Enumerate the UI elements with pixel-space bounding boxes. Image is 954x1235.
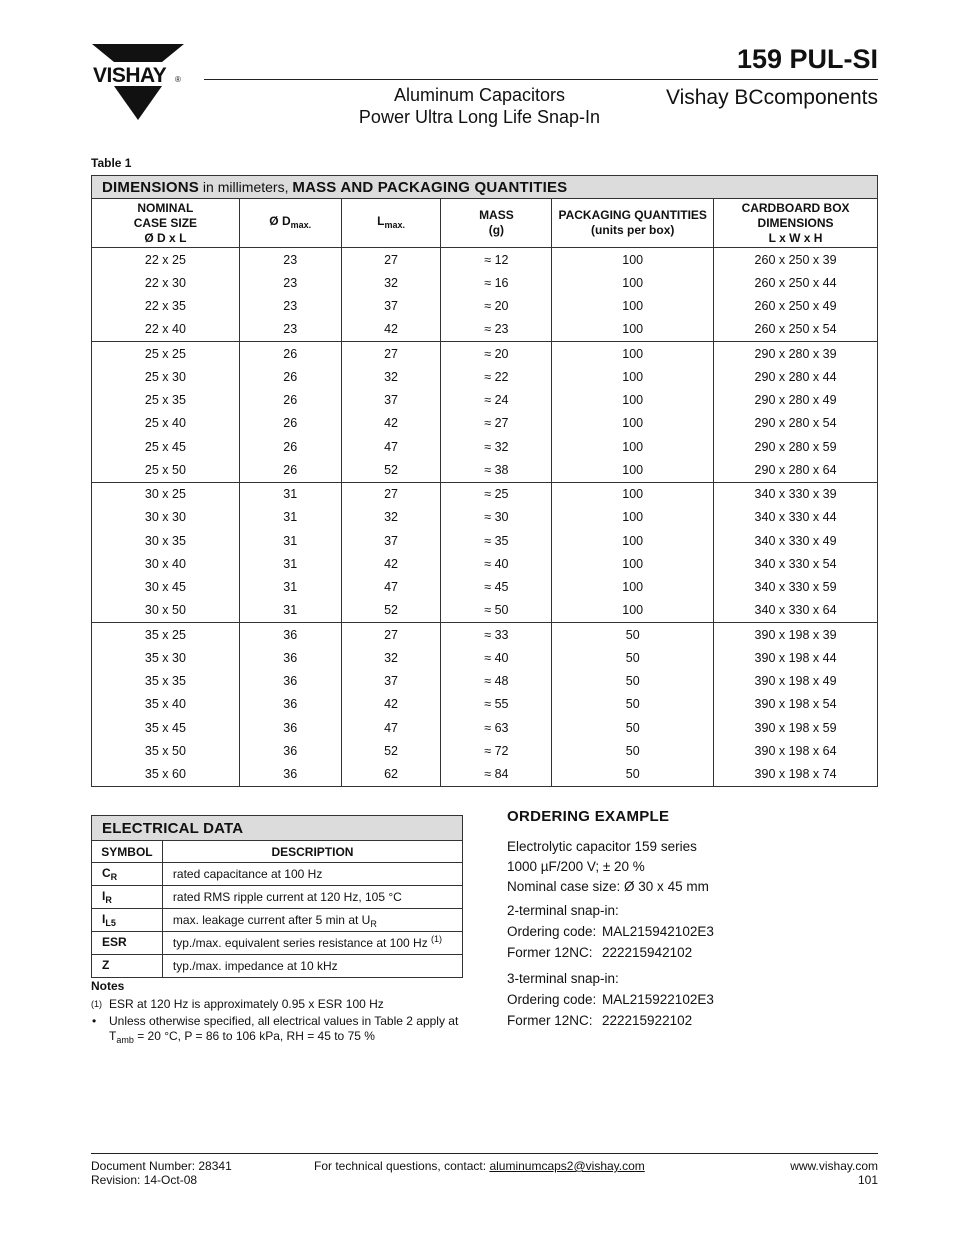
cell-length: 42 [341, 412, 441, 435]
table-row [92, 412, 878, 435]
website-link[interactable]: www.vishay.com [790, 1159, 878, 1173]
cell-box-dimensions: 390 x 198 x 59 [714, 716, 878, 739]
cell-packaging: 100 [552, 599, 714, 623]
col-header-mass: MASS (g) [441, 199, 552, 248]
symbol-cell: Z [92, 955, 163, 978]
cell-diameter: 31 [239, 599, 341, 623]
cell-case-size: 22 x 25 [92, 248, 240, 272]
three-terminal-label: 3-terminal snap-in: [507, 971, 619, 986]
cell-case-size: 25 x 30 [92, 365, 240, 388]
cell-box-dimensions: 340 x 330 x 64 [714, 599, 878, 623]
note-1: (1) ESR at 120 Hz is approximately 0.95 x ESR 100 Hz [91, 997, 384, 1011]
table-row [92, 623, 878, 647]
ordering-line-1: Electrolytic capacitor 159 series [507, 839, 697, 854]
cell-case-size: 35 x 60 [92, 763, 240, 787]
cell-mass: ≈ 23 [441, 318, 552, 342]
cell-mass: ≈ 72 [441, 739, 552, 762]
table-row [92, 552, 878, 575]
cell-packaging: 100 [552, 482, 714, 506]
cell-diameter: 26 [239, 458, 341, 482]
cell-packaging: 100 [552, 389, 714, 412]
cell-diameter: 23 [239, 248, 341, 272]
table-row [92, 248, 878, 272]
cell-packaging: 100 [552, 342, 714, 366]
table-row [92, 716, 878, 739]
cell-case-size: 22 x 35 [92, 295, 240, 318]
ordering-example [507, 808, 877, 1031]
table-row [92, 955, 463, 978]
cell-mass: ≈ 22 [441, 365, 552, 388]
cell-case-size: 25 x 25 [92, 342, 240, 366]
cell-box-dimensions: 290 x 280 x 64 [714, 458, 878, 482]
footer-document-info [91, 1159, 232, 1187]
cell-diameter: 23 [239, 295, 341, 318]
cell-mass: ≈ 33 [441, 623, 552, 647]
table-row [92, 932, 463, 955]
cell-length: 32 [341, 271, 441, 294]
symbol-cell: ESR [92, 932, 163, 955]
cell-box-dimensions: 390 x 198 x 49 [714, 670, 878, 693]
cell-diameter: 36 [239, 716, 341, 739]
cell-length: 42 [341, 552, 441, 575]
page-number: 101 [857, 1173, 878, 1187]
cell-length: 32 [341, 506, 441, 529]
cell-case-size: 25 x 50 [92, 458, 240, 482]
subtitle-line-2: Power Ultra Long Life Snap-In [358, 107, 601, 127]
symbol-cell: $C_R$ [92, 863, 163, 886]
table-row [92, 909, 463, 932]
header-rule [204, 79, 878, 80]
cell-case-size: 25 x 45 [92, 435, 240, 458]
col-header-length: $L_{max.}$ [341, 199, 441, 248]
cell-packaging: 50 [552, 693, 714, 716]
cell-box-dimensions: 390 x 198 x 44 [714, 646, 878, 669]
cell-diameter: 36 [239, 693, 341, 716]
cell-mass: ≈ 84 [441, 763, 552, 787]
cell-mass: ≈ 20 [441, 342, 552, 366]
bullet-icon: • [92, 1014, 97, 1028]
table-row [92, 739, 878, 762]
three-terminal-ordering-code: Ordering code: MAL215922102E3 [507, 992, 714, 1007]
cell-diameter: 26 [239, 365, 341, 388]
document-number: Document Number: 28341 [91, 1159, 232, 1173]
table-row [92, 886, 463, 909]
table-row [92, 318, 878, 342]
cell-diameter: 26 [239, 389, 341, 412]
cell-box-dimensions: 340 x 330 x 39 [714, 482, 878, 506]
cell-case-size: 30 x 30 [92, 506, 240, 529]
ordering-heading: ORDERING EXAMPLE [507, 808, 670, 825]
cell-packaging: 100 [552, 552, 714, 575]
table-row [92, 458, 878, 482]
cell-mass: ≈ 50 [441, 599, 552, 623]
cell-length: 62 [341, 763, 441, 787]
table-label: Table 1 [91, 156, 132, 170]
cell-case-size: 22 x 30 [92, 271, 240, 294]
cell-diameter: 36 [239, 670, 341, 693]
cell-diameter: 26 [239, 435, 341, 458]
cell-box-dimensions: 290 x 280 x 39 [714, 342, 878, 366]
cell-case-size: 25 x 40 [92, 412, 240, 435]
cell-case-size: 25 x 35 [92, 389, 240, 412]
dimensions-table [91, 175, 878, 787]
cell-packaging: 100 [552, 506, 714, 529]
cell-mass: ≈ 38 [441, 458, 552, 482]
cell-packaging: 100 [552, 318, 714, 342]
cell-mass: ≈ 16 [441, 271, 552, 294]
col-header-diameter: Ø $D_{max.}$ [239, 199, 341, 248]
cell-mass: ≈ 32 [441, 435, 552, 458]
cell-box-dimensions: 340 x 330 x 44 [714, 506, 878, 529]
cell-case-size: 35 x 25 [92, 623, 240, 647]
cell-box-dimensions: 390 x 198 x 74 [714, 763, 878, 787]
cell-length: 52 [341, 739, 441, 762]
table-row [92, 646, 878, 669]
cell-diameter: 36 [239, 623, 341, 647]
cell-packaging: 50 [552, 670, 714, 693]
table-row [92, 693, 878, 716]
cell-mass: ≈ 45 [441, 576, 552, 599]
cell-box-dimensions: 390 x 198 x 54 [714, 693, 878, 716]
cell-diameter: 26 [239, 412, 341, 435]
cell-diameter: 26 [239, 342, 341, 366]
electrical-data-body [92, 863, 463, 978]
cell-length: 42 [341, 693, 441, 716]
cell-diameter: 23 [239, 271, 341, 294]
product-subtitle [352, 84, 607, 128]
table-row [92, 435, 878, 458]
table-row [92, 863, 463, 886]
cell-diameter: 31 [239, 576, 341, 599]
cell-packaging: 50 [552, 739, 714, 762]
svg-text:®: ® [175, 75, 181, 84]
footer-site-info [790, 1159, 878, 1187]
cell-mass: ≈ 24 [441, 389, 552, 412]
svg-text:VISHAY: VISHAY [93, 64, 167, 87]
cell-mass: ≈ 35 [441, 529, 552, 552]
cell-box-dimensions: 340 x 330 x 49 [714, 529, 878, 552]
table-row [92, 599, 878, 623]
cell-case-size: 35 x 40 [92, 693, 240, 716]
table-row [92, 670, 878, 693]
table-row [92, 295, 878, 318]
cell-diameter: 31 [239, 552, 341, 575]
cell-box-dimensions: 290 x 280 x 59 [714, 435, 878, 458]
cell-case-size: 35 x 45 [92, 716, 240, 739]
cell-length: 27 [341, 623, 441, 647]
note-1-marker: (1) [91, 999, 102, 1009]
table-row [92, 529, 878, 552]
col-header-box-dimensions: CARDBOARD BOX DIMENSIONS L x W x H [714, 199, 878, 248]
cell-mass: ≈ 12 [441, 248, 552, 272]
cell-diameter: 31 [239, 529, 341, 552]
two-terminal-ordering-code: Ordering code: MAL215942102E3 [507, 924, 714, 939]
ordering-line-2: 1000 µF/200 V; ± 20 % [507, 859, 645, 874]
cell-mass: ≈ 55 [441, 693, 552, 716]
cell-box-dimensions: 260 x 250 x 39 [714, 248, 878, 272]
table-row [92, 389, 878, 412]
cell-diameter: 36 [239, 739, 341, 762]
cell-case-size: 30 x 35 [92, 529, 240, 552]
symbol-cell: $I_{L5}$ [92, 909, 163, 932]
description-cell: max. leakage current after 5 min at $U_R$ [162, 909, 462, 932]
cell-box-dimensions: 340 x 330 x 59 [714, 576, 878, 599]
cell-case-size: 22 x 40 [92, 318, 240, 342]
cell-mass: ≈ 48 [441, 670, 552, 693]
electrical-data-table [91, 815, 463, 978]
cell-length: 27 [341, 248, 441, 272]
cell-case-size: 30 x 40 [92, 552, 240, 575]
table-row [92, 271, 878, 294]
cell-box-dimensions: 390 x 198 x 39 [714, 623, 878, 647]
cell-box-dimensions: 260 x 250 x 54 [714, 318, 878, 342]
cell-packaging: 100 [552, 295, 714, 318]
cell-case-size: 35 x 35 [92, 670, 240, 693]
cell-box-dimensions: 290 x 280 x 54 [714, 412, 878, 435]
table-row [92, 763, 878, 787]
two-terminal-label: 2-terminal snap-in: [507, 903, 619, 918]
cell-packaging: 50 [552, 623, 714, 647]
cell-mass: ≈ 27 [441, 412, 552, 435]
cell-packaging: 100 [552, 365, 714, 388]
brand-name: Vishay BCcomponents [665, 86, 878, 109]
cell-box-dimensions: 260 x 250 x 49 [714, 295, 878, 318]
cell-packaging: 50 [552, 763, 714, 787]
table-row [92, 506, 878, 529]
cell-packaging: 100 [552, 412, 714, 435]
cell-length: 52 [341, 458, 441, 482]
cell-diameter: 36 [239, 646, 341, 669]
cell-box-dimensions: 290 x 280 x 49 [714, 389, 878, 412]
two-terminal-former-12nc: Former 12NC: 222215942102 [507, 945, 693, 960]
col-header-symbol: SYMBOL [92, 841, 163, 863]
cell-diameter: 23 [239, 318, 341, 342]
table-row [92, 482, 878, 506]
cell-length: 47 [341, 576, 441, 599]
notes-heading: Notes [91, 979, 125, 993]
cell-box-dimensions: 290 x 280 x 44 [714, 365, 878, 388]
cell-packaging: 100 [552, 271, 714, 294]
cell-diameter: 31 [239, 482, 341, 506]
cell-packaging: 100 [552, 576, 714, 599]
cell-box-dimensions: 390 x 198 x 64 [714, 739, 878, 762]
description-cell: rated capacitance at 100 Hz [162, 863, 462, 886]
cell-length: 32 [341, 646, 441, 669]
revision: Revision: 14-Oct-08 [91, 1173, 198, 1187]
cell-case-size: 30 x 25 [92, 482, 240, 506]
cell-case-size: 30 x 50 [92, 599, 240, 623]
cell-mass: ≈ 25 [441, 482, 552, 506]
footer-rule [91, 1153, 878, 1154]
cell-packaging: 50 [552, 646, 714, 669]
cell-packaging: 100 [552, 529, 714, 552]
cell-length: 37 [341, 389, 441, 412]
cell-case-size: 30 x 45 [92, 576, 240, 599]
cell-packaging: 100 [552, 458, 714, 482]
col-header-nominal-case-size: NOMINAL CASE SIZE Ø D x L [92, 199, 240, 248]
cell-packaging: 50 [552, 716, 714, 739]
product-title: 159 PUL-SI [736, 44, 878, 74]
description-cell: typ./max. impedance at 10 kHz [162, 955, 462, 978]
cell-case-size: 35 x 50 [92, 739, 240, 762]
cell-mass: ≈ 20 [441, 295, 552, 318]
cell-length: 37 [341, 295, 441, 318]
cell-length: 47 [341, 716, 441, 739]
cell-length: 42 [341, 318, 441, 342]
cell-length: 47 [341, 435, 441, 458]
table-row [92, 576, 878, 599]
cell-mass: ≈ 63 [441, 716, 552, 739]
electrical-data-title: ELECTRICAL DATA [92, 816, 463, 841]
cell-box-dimensions: 260 x 250 x 44 [714, 271, 878, 294]
cell-case-size: 35 x 30 [92, 646, 240, 669]
contact-email-link[interactable]: aluminumcaps2@vishay.com [489, 1159, 645, 1173]
ordering-line-3: Nominal case size: Ø 30 x 45 mm [507, 879, 709, 894]
cell-mass: ≈ 30 [441, 506, 552, 529]
cell-length: 37 [341, 670, 441, 693]
three-terminal-former-12nc: Former 12NC: 222215922102 [507, 1013, 693, 1028]
footer-contact: For technical questions, contact: aluminumcaps2@vishay.com [314, 1159, 645, 1173]
subtitle-line-1: Aluminum Capacitors [393, 85, 566, 105]
cell-length: 32 [341, 365, 441, 388]
cell-diameter: 36 [239, 763, 341, 787]
table-row [92, 365, 878, 388]
cell-mass: ≈ 40 [441, 552, 552, 575]
cell-length: 27 [341, 342, 441, 366]
cell-length: 52 [341, 599, 441, 623]
cell-mass: ≈ 40 [441, 646, 552, 669]
description-cell: typ./max. equivalent series resistance at 100 Hz $^{(1)}$ [162, 932, 462, 955]
cell-length: 37 [341, 529, 441, 552]
cell-box-dimensions: 340 x 330 x 54 [714, 552, 878, 575]
vishay-logo [92, 44, 184, 122]
note-2: • Unless otherwise specified, all electrical values in Table 2 apply at $T_{amb} = 20$ °C, P = 86 to 106 kPa, RH = 45 to 75 % [92, 1014, 459, 1045]
table-row [92, 342, 878, 366]
cell-packaging: 100 [552, 248, 714, 272]
description-cell: rated RMS ripple current at 120 Hz, 105 °C [162, 886, 462, 909]
dimensions-table-body [92, 248, 878, 787]
cell-packaging: 100 [552, 435, 714, 458]
col-header-description: DESCRIPTION [162, 841, 462, 863]
col-header-packaging: PACKAGING QUANTITIES (units per box) [552, 199, 714, 248]
notes [91, 979, 471, 1048]
dimensions-table-title: DIMENSIONS in millimeters, MASS AND PACKAGING QUANTITIES [92, 176, 878, 199]
cell-length: 27 [341, 482, 441, 506]
cell-diameter: 31 [239, 506, 341, 529]
symbol-cell: $I_R$ [92, 886, 163, 909]
